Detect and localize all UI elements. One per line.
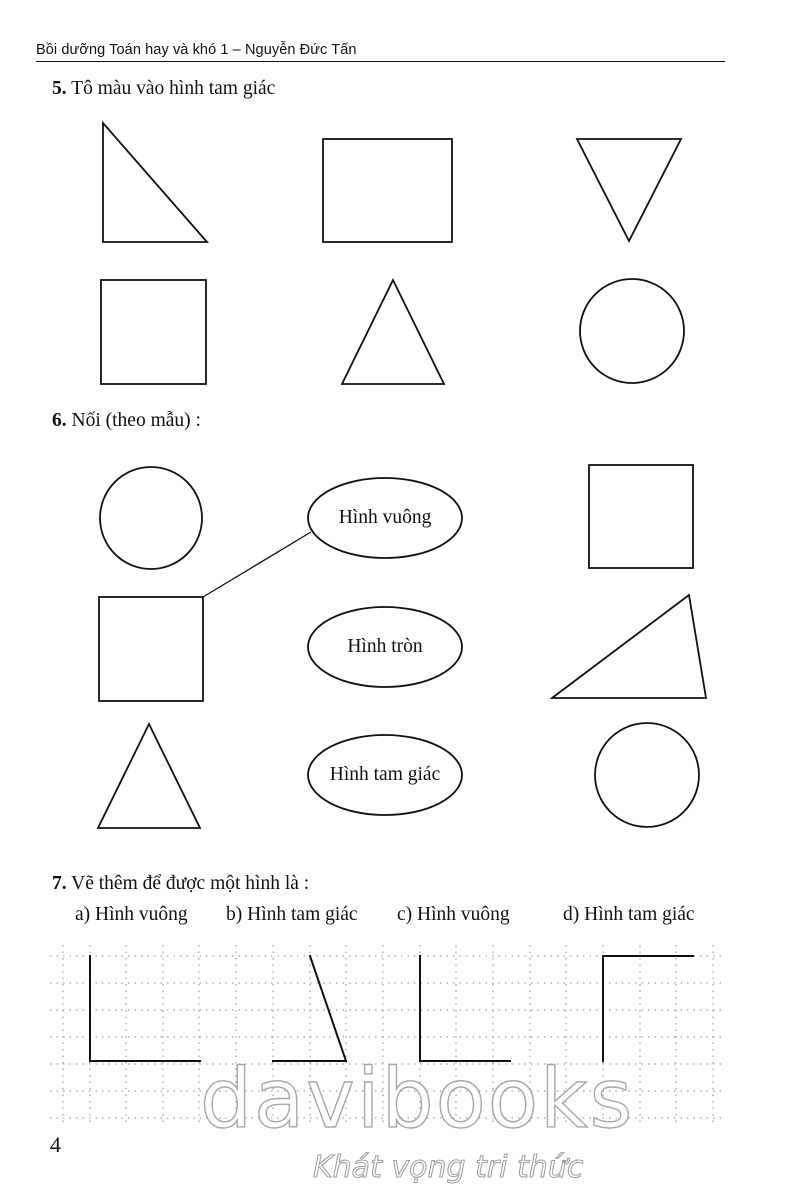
- exercise-7-item-c-label: c) Hình vuông: [397, 904, 510, 925]
- ex7-partial-square-a[interactable]: [90, 956, 200, 1061]
- exercise-5-number: 5.: [52, 78, 67, 99]
- ex7-partial-square-c[interactable]: [420, 956, 510, 1061]
- ex7-partial-triangle-d[interactable]: [603, 956, 693, 1061]
- ex6-left-triangle[interactable]: [98, 724, 200, 828]
- exercise-5-instruction: Tô màu vào hình tam giác: [71, 78, 276, 99]
- exercise-7-instruction: Vẽ thêm để được một hình là :: [71, 873, 310, 894]
- watermark-tagline: Khát vọng tri thức: [313, 1150, 584, 1185]
- ex6-label-hinh-tam-giac: Hình tam giác: [329, 764, 441, 785]
- page-number: 4: [50, 1132, 61, 1157]
- exercise-7-item-b-label: b) Hình tam giác: [226, 904, 358, 925]
- ex5-right-triangle[interactable]: [103, 123, 207, 242]
- exercise-6-instruction: Nối (theo mẫu) :: [71, 410, 201, 431]
- ex6-example-connector: [203, 532, 311, 597]
- ex5-circle[interactable]: [580, 279, 684, 383]
- ex6-label-hinh-vuong: Hình vuông: [338, 507, 432, 528]
- ex6-left-circle[interactable]: [100, 467, 202, 569]
- watermark-brand: davibooks: [200, 1052, 635, 1147]
- ex5-rectangle[interactable]: [323, 139, 452, 242]
- ex6-right-square[interactable]: [589, 465, 693, 568]
- exercise-7-item-d-label: d) Hình tam giác: [563, 904, 695, 925]
- ex5-square[interactable]: [101, 280, 206, 384]
- ex5-triangle[interactable]: [342, 280, 444, 384]
- ex6-right-triangle[interactable]: [552, 595, 706, 698]
- exercise-7-number: 7.: [52, 873, 67, 894]
- ex6-label-hinh-tron: Hình tròn: [347, 636, 423, 657]
- ex6-left-square[interactable]: [99, 597, 203, 701]
- running-header: Bồi dưỡng Toán hay và khó 1 – Nguyễn Đức Tấn: [36, 42, 357, 58]
- exercise-7-item-a-label: a) Hình vuông: [75, 904, 188, 925]
- exercise-6-number: 6.: [52, 410, 67, 431]
- ex5-inverted-triangle[interactable]: [577, 139, 681, 241]
- ex6-right-circle[interactable]: [595, 723, 699, 827]
